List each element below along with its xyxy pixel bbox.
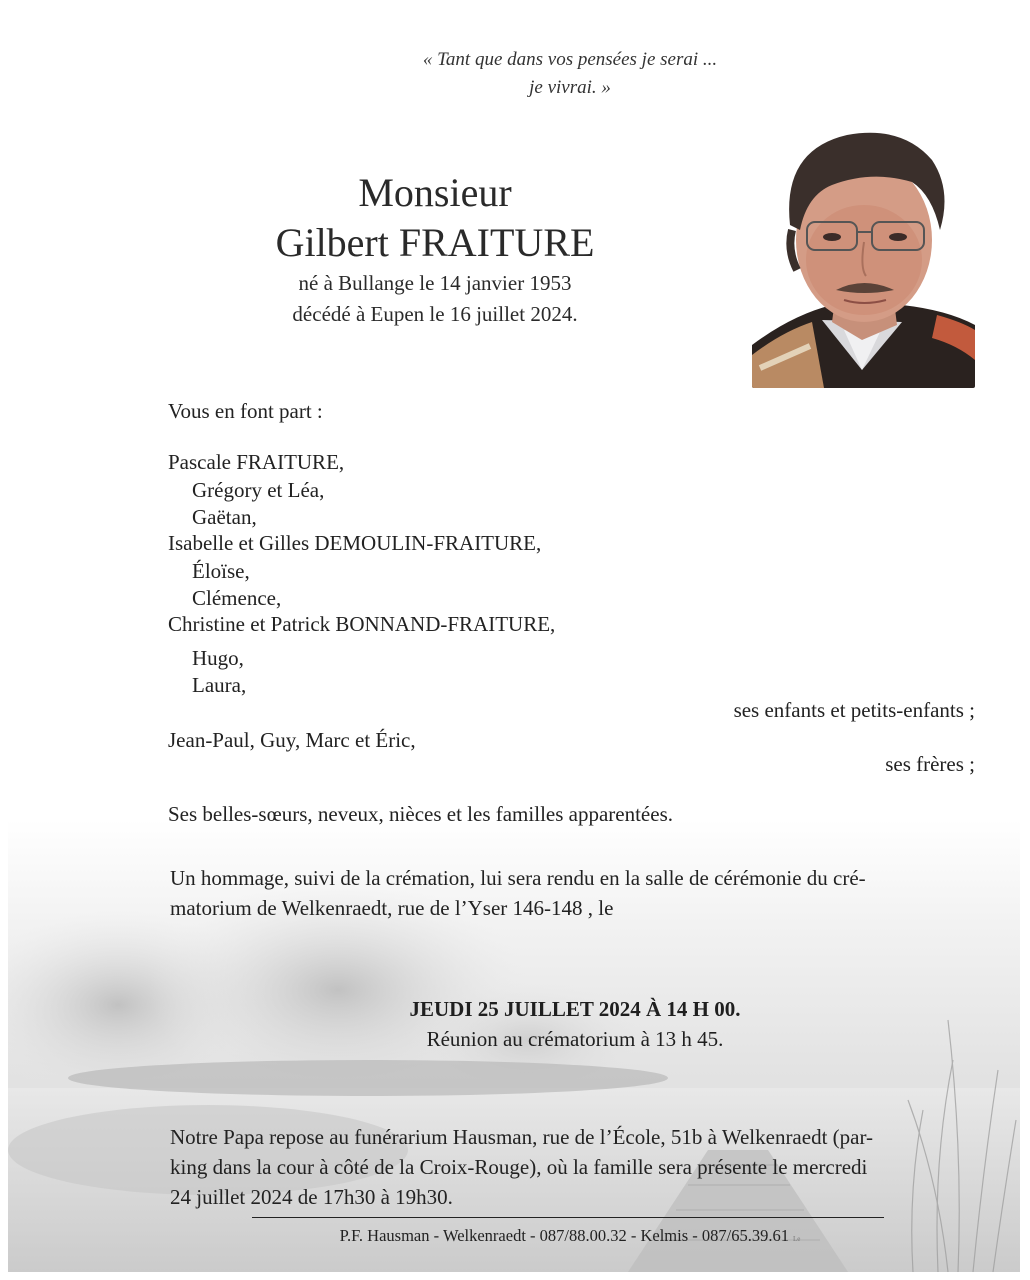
visitation-line-1: Notre Papa repose au funérarium Hausman, rue de l’École, 51b à Welkenraedt (par- (170, 1125, 874, 1149)
deceased-name: Gilbert FRAITURE (275, 220, 595, 265)
family-member: Gaëtan, (192, 505, 257, 529)
brothers-names: Jean-Paul, Guy, Marc et Éric, (168, 728, 416, 752)
family-member: Pascale FRAITURE, (168, 450, 345, 474)
family-member: Christine et Patrick BONNAND-FRAITURE, (168, 612, 556, 636)
visitation-paragraph (170, 1122, 960, 1212)
footer-divider (252, 1217, 884, 1218)
ceremony-line-2: matorium de Welkenraedt, rue de l’Yser 146-148 , le (170, 896, 614, 920)
brothers-caption: ses frères ; (885, 752, 975, 776)
children-caption: ses enfants et petits-enfants ; (733, 698, 975, 722)
ceremony-line-1: Un hommage, suivi de la crémation, lui sera rendu en la salle de cérémonie du cré- (170, 866, 866, 890)
family-member: Laura, (192, 673, 247, 697)
family-member: Hugo, (192, 646, 244, 670)
funeral-home-footer (200, 1225, 940, 1250)
quote-line-1: « Tant que dans vos pensées je serai ... (422, 49, 718, 70)
visitation-line-3: 24 juillet 2024 de 17h30 à 19h30. (170, 1185, 453, 1209)
printer-mark: Le (792, 1235, 801, 1243)
deceased-portrait-photo (752, 110, 975, 388)
ceremony-meeting-time: Réunion au crématorium à 13 h 45. (426, 1027, 724, 1051)
epigraph-quote (300, 46, 840, 102)
ceremony-paragraph (170, 863, 960, 923)
visitation-line-2: king dans la cour à côté de la Croix-Rouge), où la famille sera présente le mercredi (170, 1155, 868, 1179)
family-member: Éloïse, (192, 559, 250, 583)
death-line: décédé à Eupen le 16 juillet 2024. (292, 302, 578, 326)
deceased-name-block (190, 168, 680, 330)
ceremony-date: JEUDI 25 JUILLET 2024 À 14 H 00. (409, 997, 741, 1021)
family-member: Isabelle et Gilles DEMOULIN-FRAITURE, (168, 531, 542, 555)
funeral-home-contact: P.F. Hausman - Welkenraedt - 087/88.00.32 - Kelmis - 087/65.39.61 (339, 1226, 789, 1245)
announcement-intro: Vous en font part : (168, 399, 323, 423)
family-member: Grégory et Léa, (192, 478, 325, 502)
extended-family: Ses belles-sœurs, neveux, nièces et les familles apparentées. (168, 802, 673, 826)
family-member: Clémence, (192, 586, 282, 610)
salutation: Monsieur (358, 170, 512, 215)
birth-line: né à Bullange le 14 janvier 1953 (298, 271, 572, 295)
ceremony-datetime-block (240, 994, 910, 1054)
quote-line-2: je vivrai. » (529, 77, 611, 98)
